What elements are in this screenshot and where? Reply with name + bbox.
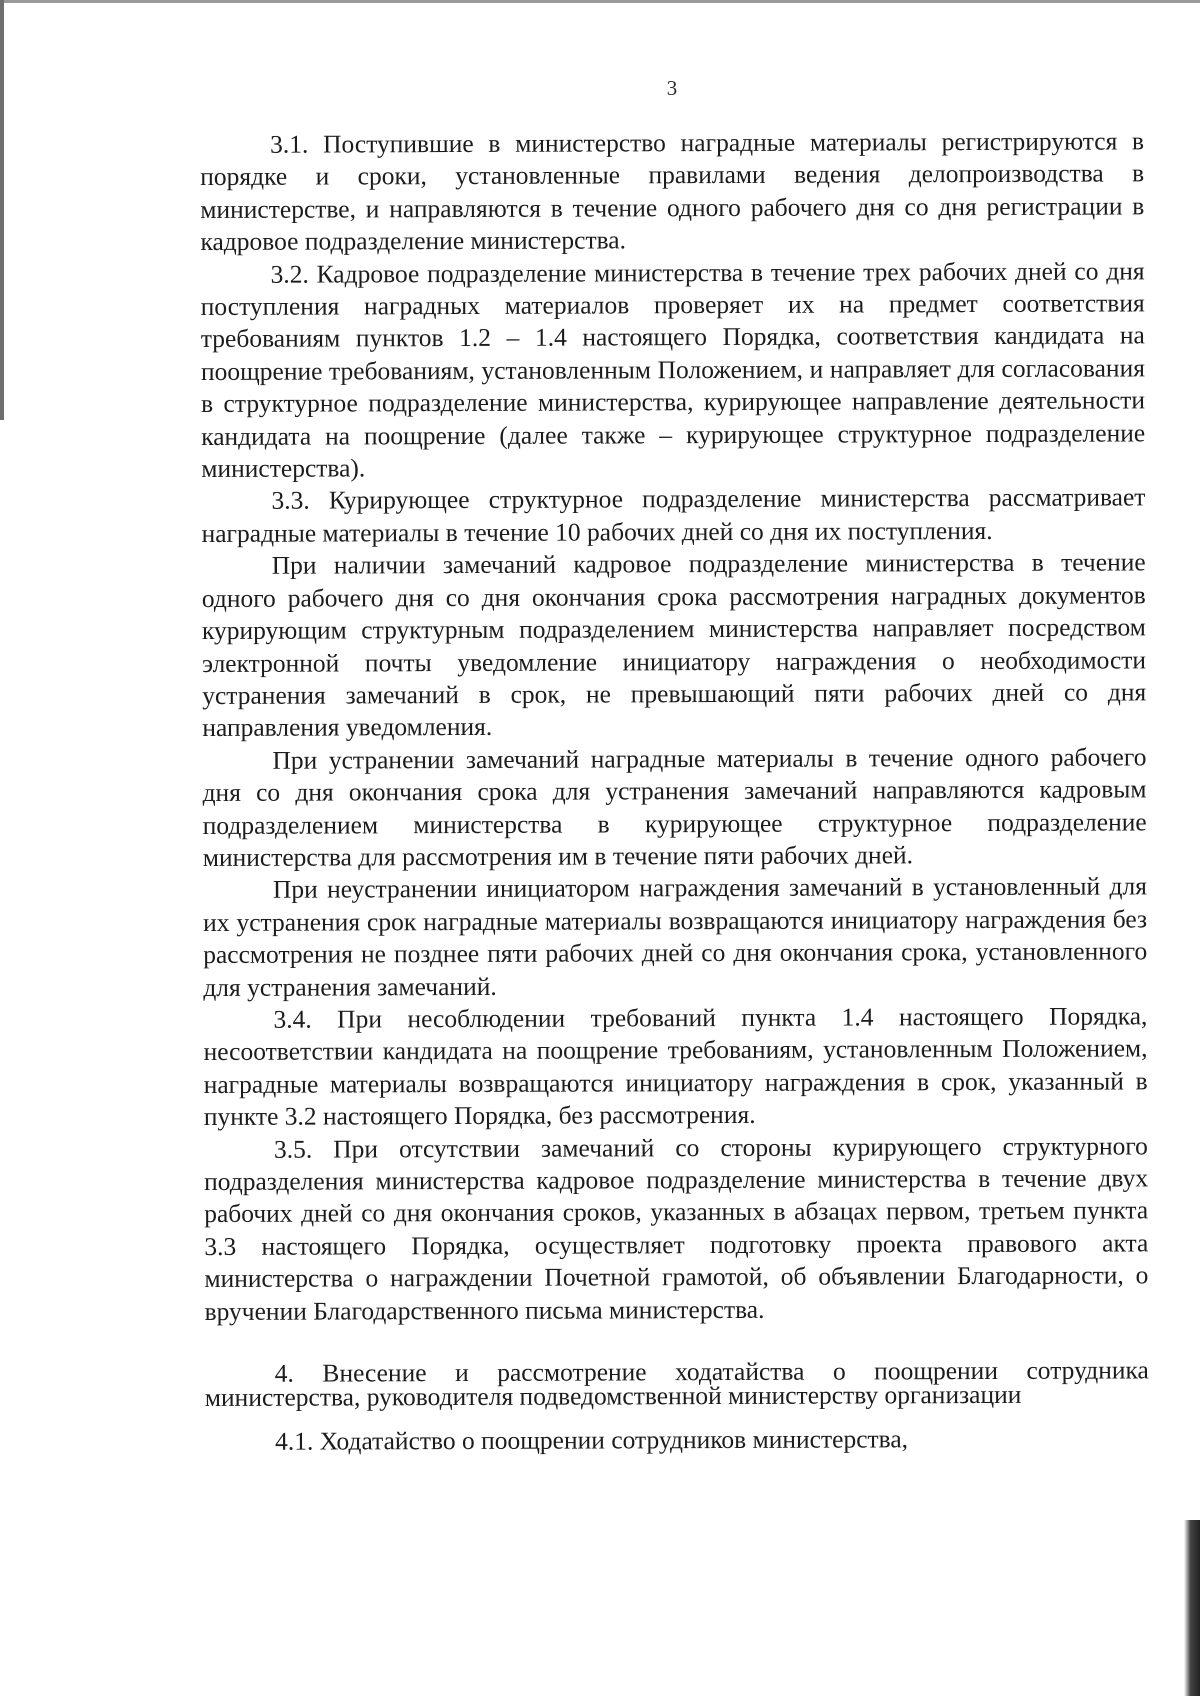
paragraph-3-3-correction: При устранении замечаний наградные материалы в течение одного рабочего дня со дня окончания срока для устранения замечаний направляются кадровым подразделением министерства в курирующее структурное подразделение министерства для рассмотрения им в течение пяти рабочих дней.	[202, 742, 1147, 872]
paragraph-4-1: 4.1. Ходатайство о поощрении сотрудников министерства,	[274, 1424, 909, 1456]
page-number: 3	[666, 76, 678, 100]
scan-top-edge	[0, 0, 1200, 3]
paragraph-3-4: 3.4. При несоблюдении требований пункта 1.4 настоящего Порядка, несоответствии кандидата на поощрение требованиям, установленным Положением, наградные материалы возвращаются инициатору награждения в срок, указанный в пункте 3.2 настоящего Порядка, без рассмотрения.	[203, 1001, 1148, 1132]
section-4-heading: 4. Внесение и рассмотрение ходатайства о поощрении сотрудника министерства, руководителя подведомственной министерству организации	[204, 1355, 1149, 1413]
scan-right-edge	[1184, 1520, 1200, 1696]
paragraph-3-1: 3.1. Поступившие в министерство наградные материалы регистрируются в порядке и сроки, установленные правилами ведения делопроизводства в министерстве, и направляются в течение одного рабочего дня со дня регистрации в кадровое подразделение министерства.	[200, 126, 1145, 257]
paragraph-3-2: 3.2. Кадровое подразделение министерства в течение трех рабочих дней со дня поступления наградных материалов проверяет их на предмет соответствия требованиям пунктов 1.2 – 1.4 настоящего Порядка, соответствия кандидата на поощрение требованиям, установленным Положением, и направляет для согласования в структурное подразделение министерства, курирующее направление деятельности кандидата на поощрение (далее также – курирующее структурное подразделение министерства).	[200, 255, 1146, 484]
paragraph-3-3: 3.3. Курирующее структурное подразделение министерства рассматривает наградные материалы в течение 10 рабочих дней со дня их поступления.	[201, 482, 1146, 548]
paragraph-3-5: 3.5. При отсутствии замечаний со стороны курирующего структурного подразделения министерства кадровое подразделение министерства в течение двух рабочих дней со дня окончания сроков, указанных в абзацах первом, третьем пункта 3.3 настоящего Порядка, осуществляет подготовку проекта правового акта министерства о награждении Почетной грамотой, об объявлении Благодарности, о вручении Благодарственного письма министерства.	[203, 1130, 1149, 1326]
document-body	[200, 125, 1149, 1458]
paragraph-3-3-non-correction: При неустранении инициатором награждения замечаний в установленный для их устранения срок наградные материалы возвращаются инициатору награждения без рассмотрения не позднее пяти рабочих дней со дня окончания срока, установленного для устранения замечаний.	[202, 871, 1148, 1002]
paragraph-3-3-remarks: При наличии замечаний кадровое подразделение министерства в течение одного рабочего дня со дня окончания срока рассмотрения наградных документов курирующим структурным подразделением министерства направляет посредством электронной почты уведомление инициатору награждения о необходимости устранения замечаний в срок, не превышающий пяти рабочих дней со дня направления уведомления.	[201, 547, 1147, 743]
scan-left-edge	[0, 0, 4, 420]
